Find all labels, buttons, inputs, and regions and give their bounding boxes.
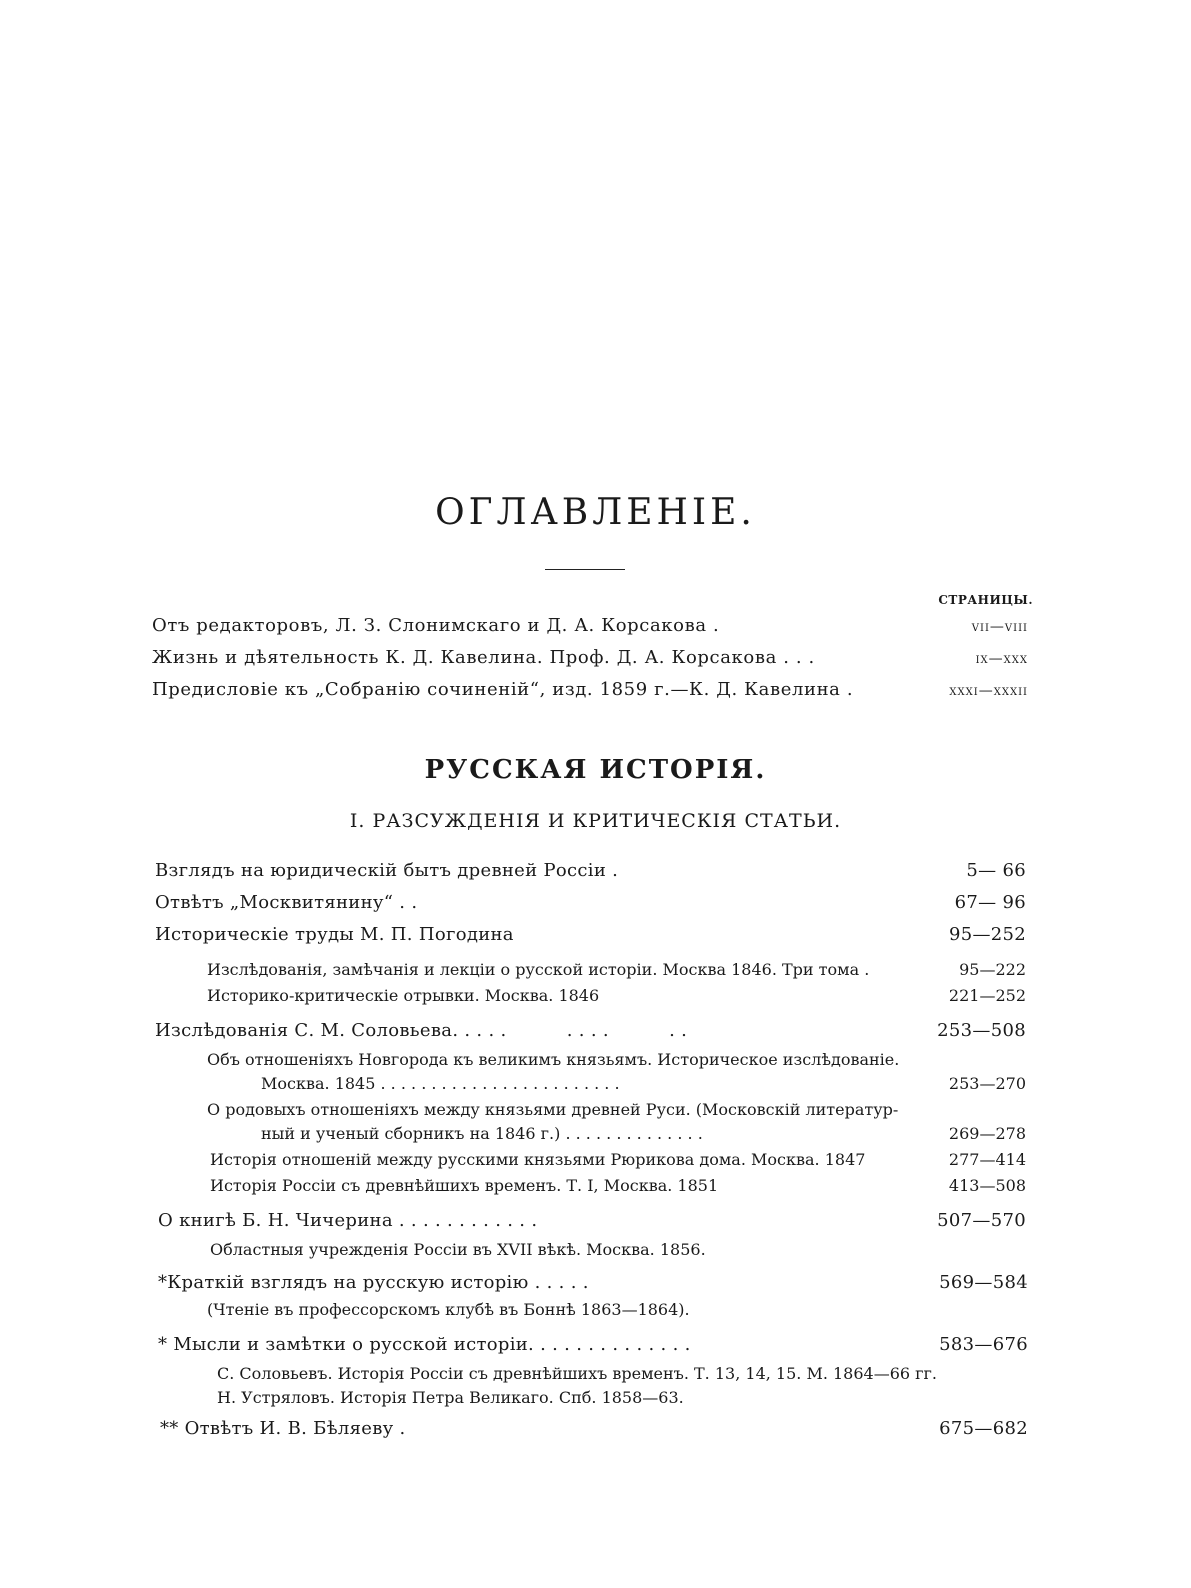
toc-entry-pages: 569—584 bbox=[939, 1272, 1028, 1293]
toc-note: С. Соловьевъ. Исторія Россіи съ древнѣйшихъ временъ. Т. 13, 14, 15. М. 1864—66 гг. bbox=[217, 1364, 938, 1383]
toc-entry-pages: 583—676 bbox=[939, 1334, 1028, 1355]
toc-subentry bbox=[207, 986, 1026, 1005]
toc-subentry bbox=[210, 1176, 1026, 1195]
toc-subentry bbox=[261, 1074, 1026, 1093]
toc-entry-text: Отвѣтъ „Москвитянину“ . . bbox=[155, 892, 418, 913]
pages-column-header: СТРАНИЦЫ. bbox=[938, 593, 1033, 607]
toc-entry-text: Историческіе труды М. П. Погодина bbox=[155, 924, 514, 945]
toc-entry-text: Взглядъ на юридическій бытъ древней Россіи . bbox=[155, 860, 619, 881]
page-title: ОГЛАВЛЕНІЕ. bbox=[435, 492, 756, 533]
toc-entry-pages: vii—viii bbox=[971, 619, 1028, 635]
toc-entry-text: Исторія отношеній между русскими князьями Рюрикова дома. Москва. 1847 bbox=[210, 1150, 866, 1169]
toc-note: Областныя учрежденія Россіи въ XVII вѣкѣ. Москва. 1856. bbox=[210, 1240, 706, 1259]
toc-subentry bbox=[261, 1124, 1026, 1143]
toc-entry bbox=[152, 647, 1028, 668]
toc-entry-pages: 95—252 bbox=[948, 924, 1026, 945]
toc-entry-text: О родовыхъ отношеніяхъ между князьями древней Руси. (Московскій литератур- bbox=[207, 1100, 899, 1119]
toc-entry-pages: 269—278 bbox=[948, 1124, 1026, 1143]
toc-entry-text: Историко-критическіе отрывки. Москва. 1846 bbox=[207, 986, 600, 1005]
toc-entry-text: Исторія Россіи съ древнѣйшихъ временъ. Т. I, Москва. 1851 bbox=[210, 1176, 719, 1195]
toc-entry-text: Предисловіе къ „Собранію сочиненій“, изд. 1859 г.—К. Д. Кавелина . bbox=[152, 679, 854, 700]
toc-entry-pages: 507—570 bbox=[937, 1210, 1026, 1231]
toc-entry bbox=[160, 1418, 1028, 1439]
toc-entry-text: Москва. 1845 . . . . . . . . . . . . . . . . . . . . . . . . bbox=[261, 1074, 620, 1093]
toc-entry bbox=[158, 1272, 1028, 1293]
toc-entry-pages: xxxi—xxxii bbox=[949, 683, 1028, 699]
toc-entry-pages: 253—270 bbox=[948, 1074, 1026, 1093]
toc-entry bbox=[155, 892, 1026, 913]
toc-subentry bbox=[207, 960, 1026, 979]
toc-entry-text: * Мысли и замѣтки о русской исторіи. . . . . . . . . . . . . . bbox=[158, 1334, 691, 1355]
toc-entry-text: Объ отношеніяхъ Новгорода къ великимъ князьямъ. Историческое изслѣдованіе. bbox=[207, 1050, 900, 1069]
toc-entry-text: Изслѣдованія С. М. Соловьева. . . . . . . . . . . bbox=[155, 1020, 688, 1041]
toc-subentry bbox=[207, 1050, 1026, 1069]
toc-entry-pages: 675—682 bbox=[939, 1418, 1028, 1439]
toc-entry-pages: 413—508 bbox=[948, 1176, 1026, 1195]
toc-entry-pages: 95—222 bbox=[959, 960, 1026, 979]
toc-note: (Чтеніе въ профессорскомъ клубѣ въ Боннѣ 1863—1864). bbox=[207, 1300, 690, 1319]
toc-entry-text: ** Отвѣтъ И. В. Бѣляеву . bbox=[160, 1418, 406, 1439]
subsection-title: I. РАЗСУЖДЕНІЯ И КРИТИЧЕСКІЯ СТАТЬИ. bbox=[349, 810, 842, 832]
toc-entry bbox=[155, 1020, 1026, 1041]
section-title: РУССКАЯ ИСТОРІЯ. bbox=[424, 755, 767, 785]
toc-entry bbox=[158, 1210, 1026, 1231]
toc-entry-pages: 253—508 bbox=[937, 1020, 1026, 1041]
toc-entry bbox=[155, 860, 1026, 881]
toc-entry-text: О книгѣ Б. Н. Чичерина . . . . . . . . . . . . bbox=[158, 1210, 538, 1231]
toc-subentry bbox=[210, 1150, 1026, 1169]
toc-entry bbox=[152, 615, 1028, 636]
toc-entry-pages: 277—414 bbox=[948, 1150, 1026, 1169]
toc-entry-text: Жизнь и дѣятельность К. Д. Кавелина. Проф. Д. А. Корсакова . . . bbox=[152, 647, 815, 668]
toc-entry bbox=[152, 679, 1028, 700]
toc-entry-text: Изслѣдованія, замѣчанія и лекціи о русской исторіи. Москва 1846. Три тома . bbox=[207, 960, 870, 979]
toc-entry-pages: 67— 96 bbox=[954, 892, 1026, 913]
toc-entry bbox=[158, 1334, 1028, 1355]
toc-entry-text: Отъ редакторовъ, Л. З. Слонимскаго и Д. А. Корсакова . bbox=[152, 615, 720, 636]
title-rule bbox=[545, 569, 625, 570]
toc-entry-text: ный и ученый сборникъ на 1846 г.) . . . . . . . . . . . . . . bbox=[261, 1124, 703, 1143]
toc-subentry bbox=[207, 1100, 1026, 1119]
toc-entry-pages: 221—252 bbox=[948, 986, 1026, 1005]
toc-entry-pages: ix—xxx bbox=[975, 651, 1028, 667]
toc-entry bbox=[155, 924, 1026, 945]
toc-entry-pages: 5— 66 bbox=[966, 860, 1026, 881]
toc-note: Н. Устряловъ. Исторія Петра Великаго. Спб. 1858—63. bbox=[217, 1388, 684, 1407]
toc-entry-text: *Краткій взглядъ на русскую исторію . . . . . bbox=[158, 1272, 589, 1293]
